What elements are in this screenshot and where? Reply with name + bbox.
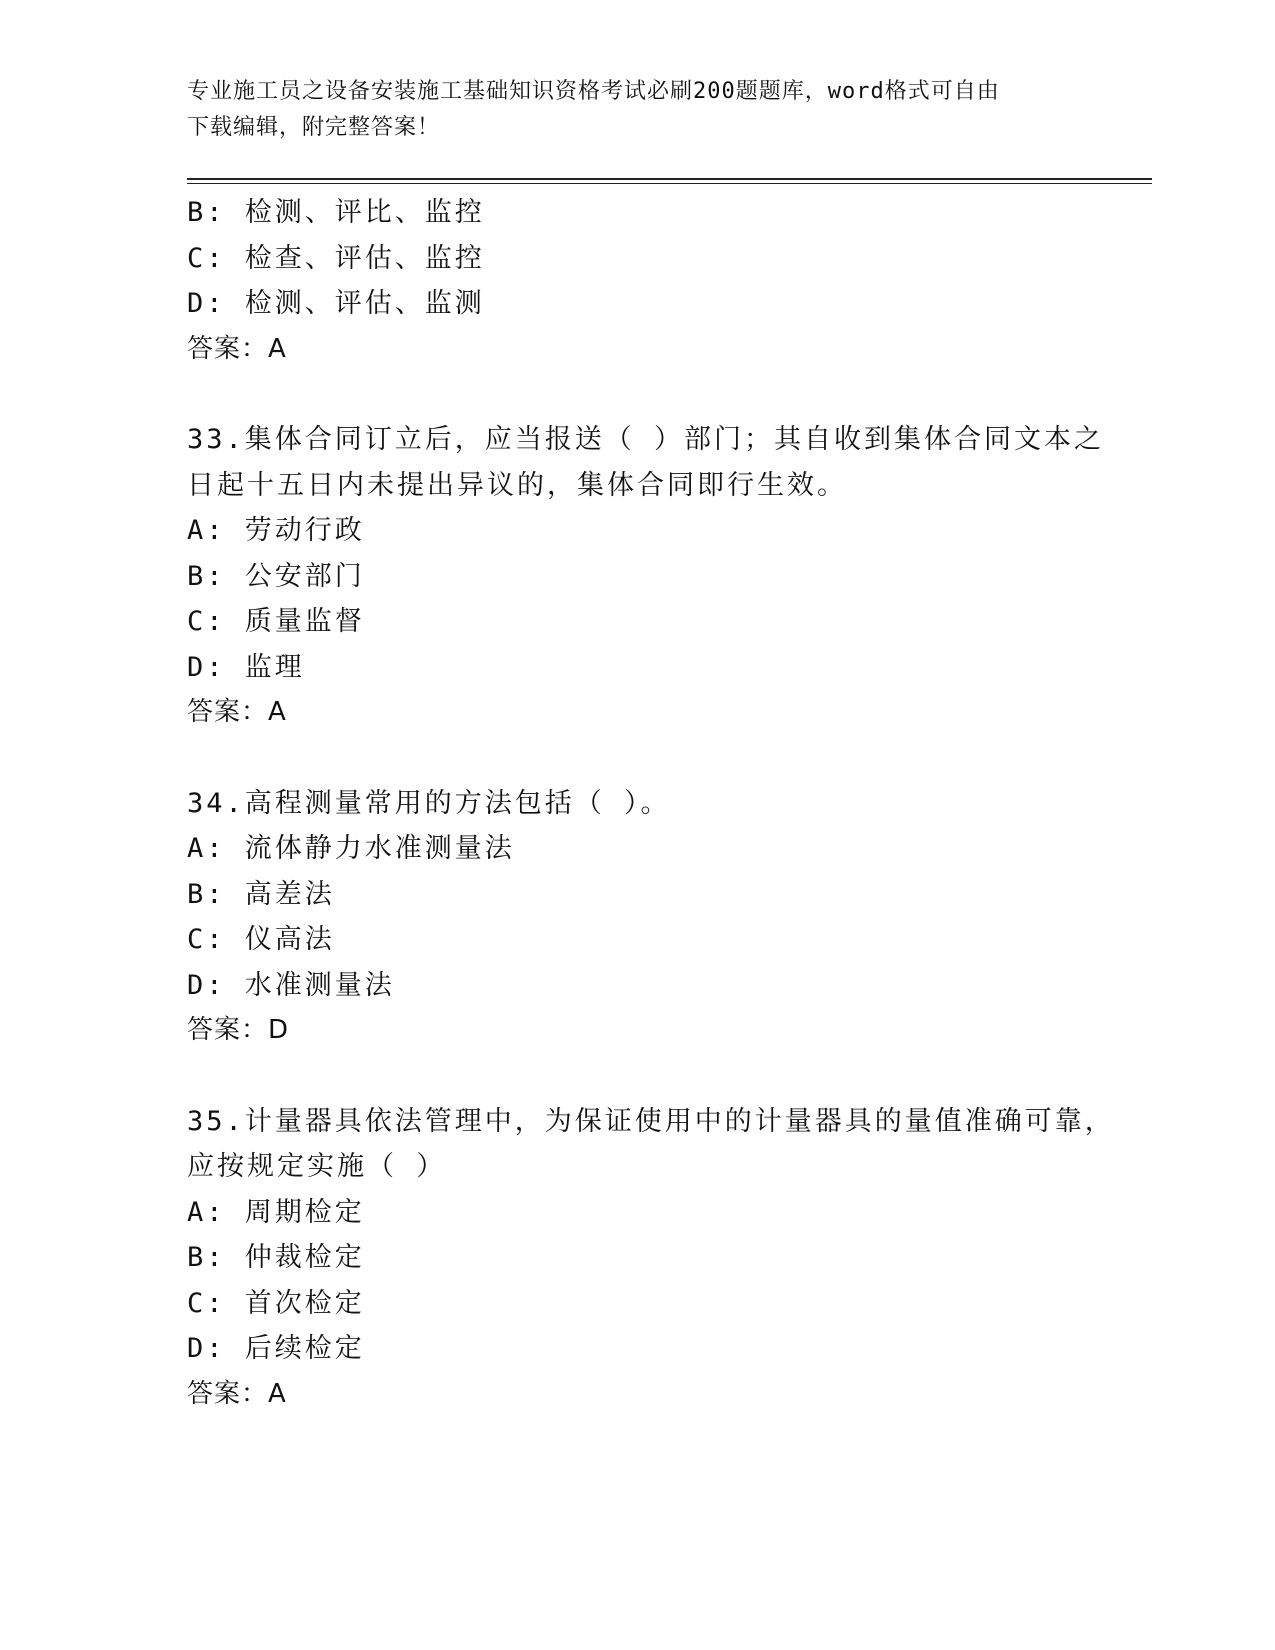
- answer: 答案：A: [187, 697, 287, 727]
- answer: 答案：D: [187, 1015, 290, 1045]
- option-c: C: 检查、评估、监控: [187, 242, 485, 274]
- option-b: B: 公安部门: [187, 560, 365, 592]
- question-stem: 34.高程测量常用的方法包括（ ）。: [187, 787, 671, 819]
- option-c: C: 首次检定: [187, 1287, 365, 1319]
- option-d: D: 后续检定: [187, 1333, 365, 1364]
- header-line-1: 专业施工员之设备安装施工基础知识资格考试必刷200题题库，word格式可自由: [187, 79, 1000, 104]
- question-stem-cont: 应按规定实施（ ）: [187, 1151, 447, 1182]
- document-header: [187, 74, 1087, 146]
- header-divider-thin: [187, 183, 1152, 184]
- question-32: [187, 190, 1087, 372]
- question-stem: 35.计量器具依法管理中，为保证使用中的计量器具的量值准确可靠，: [187, 1105, 1115, 1137]
- answer: 答案：A: [187, 1378, 287, 1409]
- question-list: [187, 190, 1115, 1417]
- answer: 答案：A: [187, 333, 287, 364]
- option-d: D: 检测、评估、监测: [187, 288, 485, 319]
- question-33: [187, 417, 1105, 736]
- header-divider-thick: [187, 178, 1152, 180]
- question-35: [187, 1099, 1115, 1418]
- option-a: A: 流体静力水准测量法: [187, 833, 515, 864]
- option-b: B: 检测、评比、监控: [187, 197, 485, 228]
- option-d: D: 水准测量法: [187, 969, 395, 1001]
- option-c: C: 仪高法: [187, 924, 335, 955]
- option-d: D: 监理: [187, 651, 305, 683]
- option-b: B: 仲裁检定: [187, 1242, 365, 1273]
- header-line-2: 下载编辑，附完整答案！: [187, 115, 441, 140]
- question-stem-cont: 日起十五日内未提出异议的，集体合同即行生效。: [187, 469, 847, 501]
- question-stem: 33.集体合同订立后，应当报送（ ）部门；其自收到集体合同文本之: [187, 424, 1105, 455]
- option-a: A: 劳动行政: [187, 515, 365, 546]
- option-c: C: 质量监督: [187, 606, 365, 637]
- question-34: [187, 781, 1087, 1054]
- option-a: A: 周期检定: [187, 1196, 365, 1228]
- option-b: B: 高差法: [187, 878, 335, 910]
